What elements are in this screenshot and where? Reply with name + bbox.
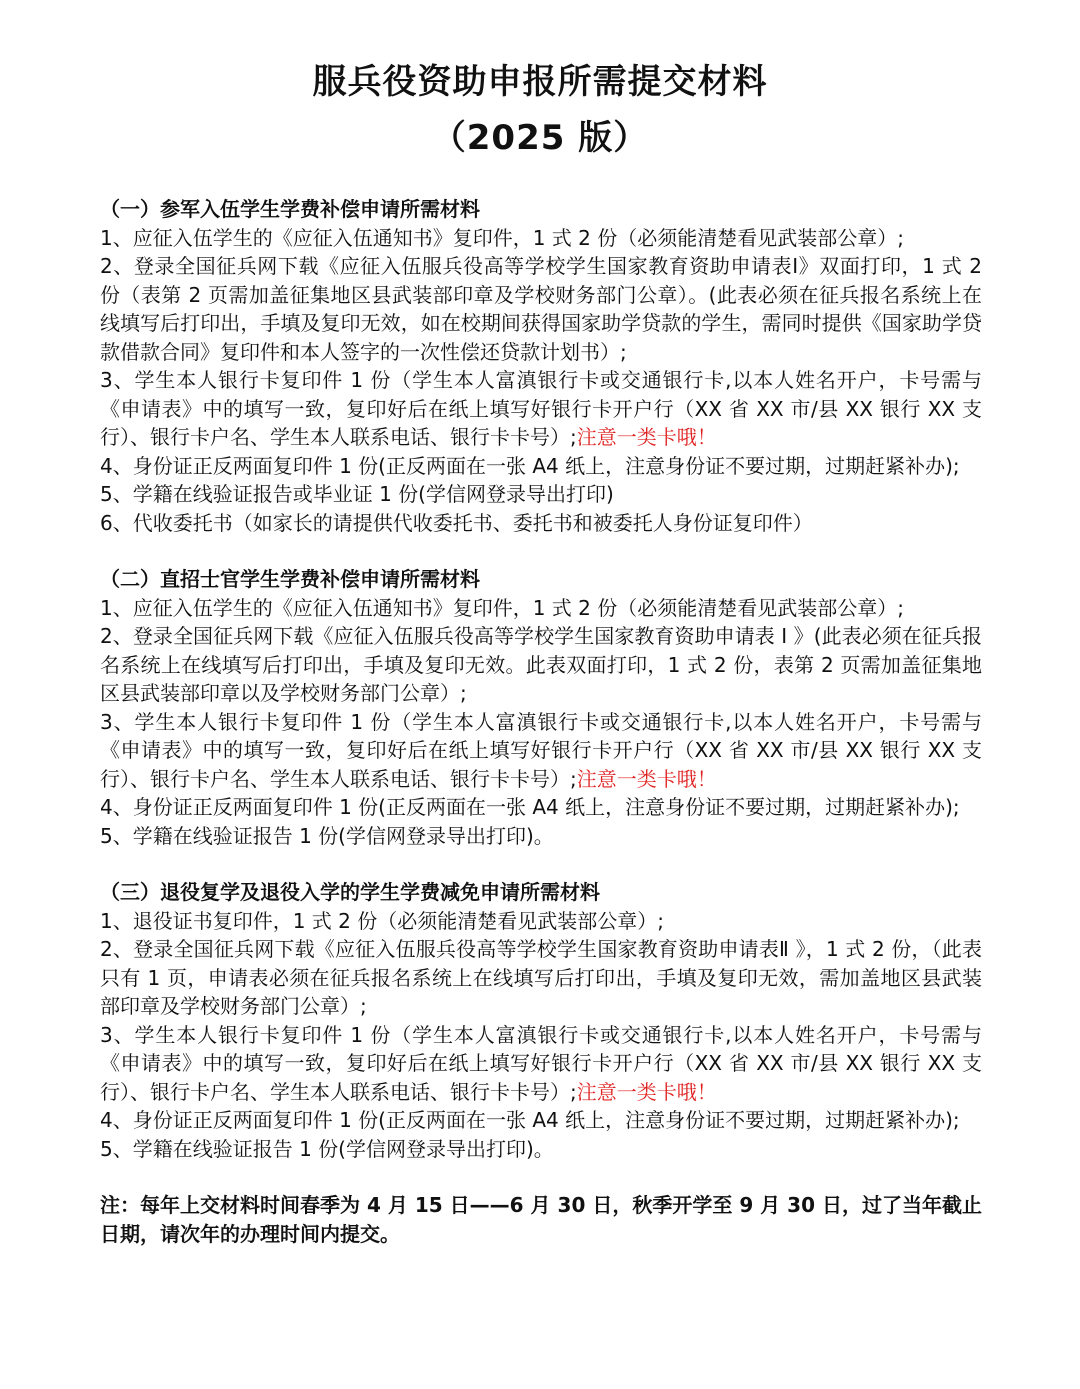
list-item: 2、登录全国征兵网下载《应征入伍服兵役高等学校学生国家教育资助申请表Ⅰ》双面打印，1 式 2 份（表第 2 页需加盖征集地区县武装部印章及学校财务部门公章）。(此表必须在征兵报名系统上在线填写后打印出，手填及复印无效，如在校期间获得国家助学贷款的学生，需同时提供《国家助学贷款借款合同》复印件和本人签字的一次性偿还贷款计划书）; [100, 254, 982, 364]
document-body [100, 195, 982, 1268]
list-item: 5、学籍在线验证报告 1 份(学信网登录导出打印)。 [100, 1136, 554, 1161]
list-item: 2、登录全国征兵网下载《应征入伍服兵役高等学校学生国家教育资助申请表 Ⅰ 》(此表必须在征兵报名系统上在线填写后打印出，手填及复印无效。此表双面打印，1 式 2 份，表第 2 页需加盖征集地区县武装部印章以及学校财务部门公章）; [100, 624, 982, 705]
section-heading: （二）直招士官学生学费补偿申请所需材料 [100, 567, 480, 591]
list-item: 5、学籍在线验证报告 1 份(学信网登录导出打印)。 [100, 823, 554, 848]
list-item: 1、应征入伍学生的《应征入伍通知书》复印件，1 式 2 份（必须能清楚看见武装部公章）; [100, 225, 904, 250]
list-item: 3、学生本人银行卡复印件 1 份（学生本人富滇银行卡或交通银行卡,以本人姓名开户，卡号需与《申请表》中的填写一致，复印好后在纸上填写好银行卡开户行（XX 省 XX 市/县 XX 银行 XX 支行）、银行卡户名、学生本人联系电话、银行卡卡号）;注意一类卡哦！ [100, 1022, 982, 1104]
list-item: 4、身份证正反两面复印件 1 份(正反两面在一张 A4 纸上，注意身份证不要过期，过期赶紧补办); [100, 1108, 960, 1132]
section-3 [100, 878, 982, 1163]
list-item: 1、退役证书复印件，1 式 2 份（必须能清楚看见武装部公章）; [100, 908, 664, 933]
list-item: 2、登录全国征兵网下载《应征入伍服兵役高等学校学生国家教育资助申请表Ⅱ 》，1 式 2 份，（此表只有 1 页，申请表必须在征兵报名系统上在线填写后打印出，手填及复印无效，需加盖地区县武装部印章及学校财务部门公章）; [100, 937, 982, 1018]
document-subtitle: （2025 版） [431, 118, 649, 158]
warning-text: 注意一类卡哦！ [576, 1079, 717, 1104]
list-item: 4、身份证正反两面复印件 1 份(正反两面在一张 A4 纸上，注意身份证不要过期，过期赶紧补办); [100, 795, 960, 819]
section-heading: （一）参军入伍学生学费补偿申请所需材料 [100, 197, 480, 221]
list-item: 5、学籍在线验证报告或毕业证 1 份(学信网登录导出打印) [100, 482, 614, 506]
list-item: 3、学生本人银行卡复印件 1 份（学生本人富滇银行卡或交通银行卡,以本人姓名开户，卡号需与《申请表》中的填写一致，复印好后在纸上填写好银行卡开户行（XX 省 XX 市/县 XX 银行 XX 支行）、银行卡户名、学生本人联系电话、银行卡卡号）;注意一类卡哦！ [100, 368, 982, 449]
warning-text: 注意一类卡哦！ [576, 425, 717, 449]
list-item: 6、代收委托书（如家长的请提供代收委托书、委托书和被委托人身份证复印件） [100, 510, 813, 535]
list-item: 1、应征入伍学生的《应征入伍通知书》复印件，1 式 2 份（必须能清楚看见武装部公章）; [100, 595, 904, 620]
document-title: 服兵役资助申报所需提交材料 [312, 62, 768, 102]
warning-text: 注意一类卡哦！ [576, 766, 717, 791]
section-heading: （三）退役复学及退役入学的学生学费减免申请所需材料 [100, 880, 600, 904]
list-item: 3、学生本人银行卡复印件 1 份（学生本人富滇银行卡或交通银行卡,以本人姓名开户，卡号需与《申请表》中的填写一致，复印好后在纸上填写好银行卡开户行（XX 省 XX 市/县 XX 银行 XX 支行）、银行卡户名、学生本人联系电话、银行卡卡号）;注意一类卡哦！ [100, 709, 982, 791]
list-item: 4、身份证正反两面复印件 1 份(正反两面在一张 A4 纸上，注意身份证不要过期，过期赶紧补办); [100, 453, 960, 478]
section-2 [100, 565, 982, 850]
section-1 [100, 195, 982, 537]
footnote: 注：每年上交材料时间春季为 4 月 15 日——6 月 30 日，秋季开学至 9 月 30 日，过了当年截止日期，请次年的办理时间内提交。 [100, 1193, 982, 1246]
